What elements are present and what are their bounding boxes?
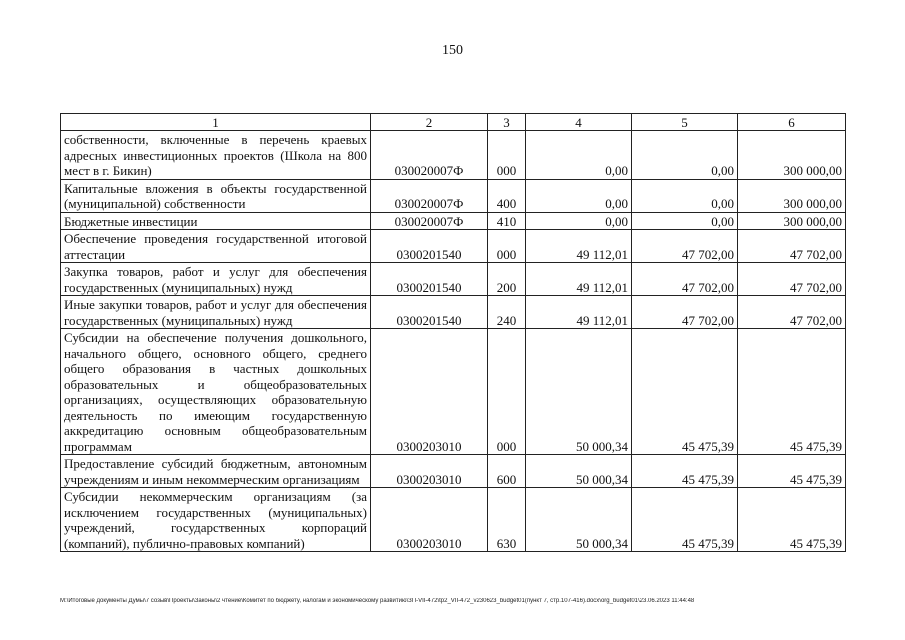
page-number: 150 [442, 43, 463, 58]
amount-col-6: 300 000,00 [738, 212, 846, 230]
target-article-code: 0300203010 [371, 488, 488, 552]
table-row [61, 263, 846, 296]
budget-table [60, 113, 846, 552]
row-name: Обеспечение проведения государственной итоговой аттестации [61, 230, 371, 263]
table-row [61, 455, 846, 488]
amount-col-5: 47 702,00 [632, 230, 738, 263]
column-header-1: 1 [61, 114, 371, 131]
expense-type-code: 000 [488, 329, 526, 455]
column-header-6: 6 [738, 114, 846, 131]
target-article-code: 0300201540 [371, 296, 488, 329]
table-row [61, 212, 846, 230]
amount-col-4: 50 000,34 [526, 329, 632, 455]
target-article-code: 0300201540 [371, 230, 488, 263]
expense-type-code: 000 [488, 230, 526, 263]
row-name: Субсидии на обеспечение получения дошкольного, начального общего, основного общего, среднего общего образования в частных дошкольных образовательных и общеобразовательных организациях, осуществляющих образовательную деятельность по имеющим государственную аккредитацию основным общеобразовательным программам [61, 329, 371, 455]
target-article-code: 0300203010 [371, 455, 488, 488]
row-name: Бюджетные инвестиции [61, 212, 371, 230]
amount-col-6: 300 000,00 [738, 131, 846, 180]
row-name: Субсидии некоммерческим организациям (за исключением государственных (муниципальных) учреждений, государственных корпораций (компаний), публично-правовых компаний) [61, 488, 371, 552]
column-header-4: 4 [526, 114, 632, 131]
table-row [61, 179, 846, 212]
target-article-code: 0300203010 [371, 329, 488, 455]
amount-col-4: 50 000,34 [526, 488, 632, 552]
row-name: Иные закупки товаров, работ и услуг для обеспечения государственных (муниципальных) нужд [61, 296, 371, 329]
amount-col-5: 0,00 [632, 179, 738, 212]
expense-type-code: 240 [488, 296, 526, 329]
target-article-code: 0300201540 [371, 263, 488, 296]
expense-type-code: 410 [488, 212, 526, 230]
row-name: собственности, включенные в перечень краевых адресных инвестиционных проектов (Школа на 800 мест в г. Бикин) [61, 131, 371, 180]
amount-col-6: 47 702,00 [738, 230, 846, 263]
amount-col-4: 50 000,34 [526, 455, 632, 488]
amount-col-5: 0,00 [632, 212, 738, 230]
column-header-2: 2 [371, 114, 488, 131]
amount-col-6: 45 475,39 [738, 488, 846, 552]
table-row [61, 296, 846, 329]
column-header-5: 5 [632, 114, 738, 131]
row-name: Предоставление субсидий бюджетным, автономным учреждениям и иным некоммерческим организациям [61, 455, 371, 488]
amount-col-4: 0,00 [526, 131, 632, 180]
table-row [61, 131, 846, 180]
amount-col-4: 0,00 [526, 179, 632, 212]
document-path-footer: M:\Итоговые документы Думы\7 созыв\Проекты\Законы\2 чтение\Комитет по бюджету, налогам и экономическому развитию\ЗП-VII-472\tp2_VII-472_v230623_budget01(пункт 7, стр.107-416).docx\org_budget01\23.06.2023 11:44:48 [60, 598, 695, 604]
row-name: Капитальные вложения в объекты государственной (муниципальной) собственности [61, 179, 371, 212]
column-header-3: 3 [488, 114, 526, 131]
amount-col-5: 47 702,00 [632, 263, 738, 296]
target-article-code: 030020007Ф [371, 179, 488, 212]
amount-col-6: 45 475,39 [738, 455, 846, 488]
amount-col-5: 45 475,39 [632, 488, 738, 552]
expense-type-code: 200 [488, 263, 526, 296]
amount-col-6: 45 475,39 [738, 329, 846, 455]
table-row [61, 488, 846, 552]
table-row [61, 230, 846, 263]
amount-col-5: 47 702,00 [632, 296, 738, 329]
expense-type-code: 000 [488, 131, 526, 180]
amount-col-4: 49 112,01 [526, 230, 632, 263]
amount-col-4: 49 112,01 [526, 296, 632, 329]
table-row [61, 329, 846, 455]
amount-col-4: 49 112,01 [526, 263, 632, 296]
row-name: Закупка товаров, работ и услуг для обеспечения государственных (муниципальных) нужд [61, 263, 371, 296]
table-header-row [61, 114, 846, 131]
amount-col-6: 47 702,00 [738, 263, 846, 296]
amount-col-5: 45 475,39 [632, 455, 738, 488]
target-article-code: 030020007Ф [371, 131, 488, 180]
amount-col-4: 0,00 [526, 212, 632, 230]
amount-col-6: 300 000,00 [738, 179, 846, 212]
expense-type-code: 400 [488, 179, 526, 212]
amount-col-5: 45 475,39 [632, 329, 738, 455]
amount-col-6: 47 702,00 [738, 296, 846, 329]
expense-type-code: 600 [488, 455, 526, 488]
expense-type-code: 630 [488, 488, 526, 552]
target-article-code: 030020007Ф [371, 212, 488, 230]
amount-col-5: 0,00 [632, 131, 738, 180]
